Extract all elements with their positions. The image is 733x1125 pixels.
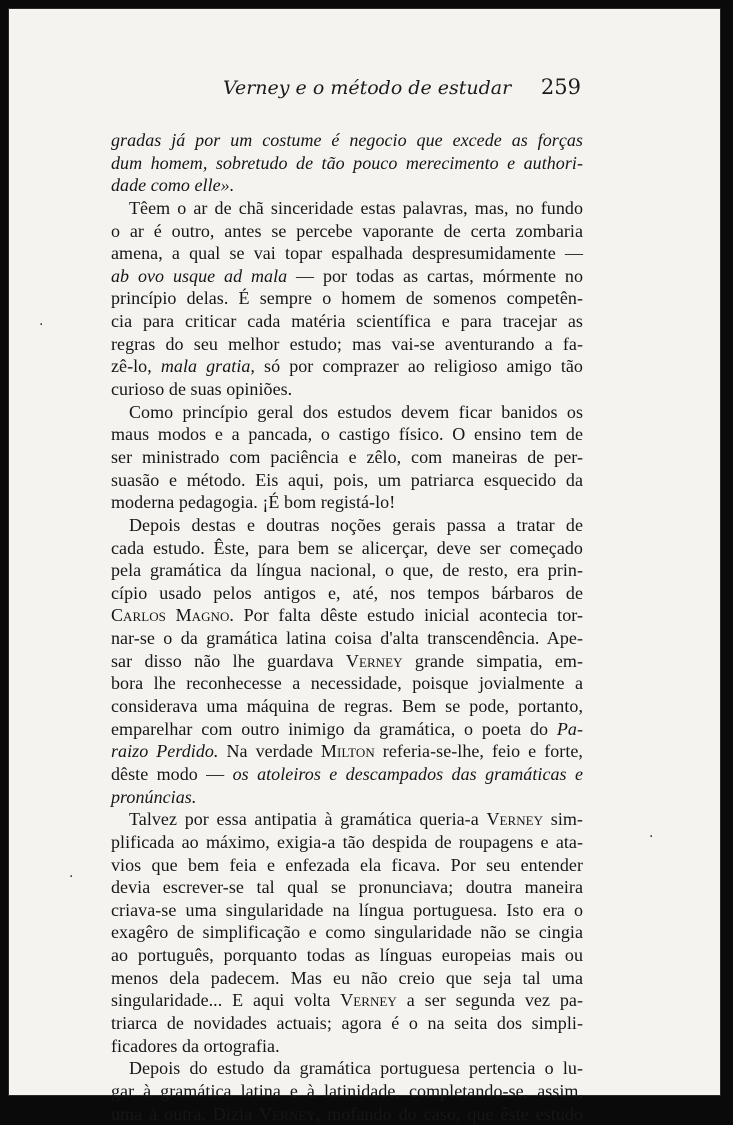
text-segment: suasão e método. Eis aqui, pois, um patriarca esquecido da xyxy=(111,469,583,490)
body-text xyxy=(111,129,583,1125)
text-line xyxy=(111,1103,583,1125)
text-segment: referia-se-lhe, feio e forte, xyxy=(374,741,583,762)
text-segment: nar-se o da gramática latina coisa d'alta transcendência. Ape- xyxy=(111,628,583,649)
italic-text: ab ovo usque ad mala xyxy=(111,265,288,286)
text-segment: maus modos e a pancada, o castigo físico. O ensino tem de xyxy=(111,424,583,445)
text-line xyxy=(111,401,583,424)
text-segment: , mofando do caso, que êste estudo xyxy=(315,1103,583,1124)
text-line xyxy=(111,174,583,197)
text-segment: princípio delas. É sempre o homem de somenos competên- xyxy=(111,288,583,309)
text-line xyxy=(111,718,583,741)
text-segment: criava-se uma singularidade na língua portuguesa. Isto era o xyxy=(111,899,583,920)
text-segment: regras do seu melhor estudo; mas vai-se aventurando a fa- xyxy=(111,333,583,354)
text-segment: ficadores da ortografia. xyxy=(111,1035,280,1056)
text-line xyxy=(111,854,583,877)
text-segment: . Por falta dêste estudo inicial acontecia tor- xyxy=(229,605,583,626)
text-segment: menos dela padecem. Mas eu não creio que seja tal uma xyxy=(111,967,583,988)
text-line xyxy=(111,1012,583,1035)
text-segment: emparelhar com outro inimigo da gramática, o poeta do xyxy=(111,718,557,739)
text-line xyxy=(111,355,583,378)
text-segment: Depois do estudo da gramática portuguesa pertencia o lu- xyxy=(129,1058,583,1079)
text-segment: bora lhe reconhecesse a necessidade, poisque jovialmente a xyxy=(111,673,583,694)
text-segment: a ser segunda vez pa- xyxy=(396,990,583,1011)
text-segment: pela gramática da língua nacional, o que, de resto, era prin- xyxy=(111,560,583,581)
small-caps-name: Verney xyxy=(259,1103,316,1124)
text-segment: ser ministrado com paciência e zêlo, com maneiras de per- xyxy=(111,446,583,467)
text-segment: Na verdade xyxy=(218,741,321,762)
text-line xyxy=(111,876,583,899)
text-segment: Depois destas e doutras noções gerais passa a tratar de xyxy=(129,514,583,535)
text-segment: dêste modo — xyxy=(111,763,233,784)
text-line xyxy=(111,537,583,560)
text-segment: gar à gramática latina e à latinidade, completando-se, assim, xyxy=(111,1080,583,1101)
text-line xyxy=(111,152,583,175)
text-line xyxy=(111,491,583,514)
italic-text: dum homem, sobretudo de tão pouco merecimento e authori- xyxy=(111,152,583,173)
text-line xyxy=(111,831,583,854)
text-segment: cípio usado pelos antigos e, até, nos tempos bárbaros de xyxy=(111,582,583,603)
italic-text: dade como elle». xyxy=(111,175,235,196)
text-line xyxy=(111,944,583,967)
small-caps-name: Verney xyxy=(345,650,403,671)
text-segment: moderna pedagogia. ¡É bom registá-lo! xyxy=(111,492,396,513)
text-line xyxy=(111,265,583,288)
text-line xyxy=(111,446,583,469)
margin-speck: · xyxy=(39,317,44,333)
text-segment: uma à outra. Dizia xyxy=(111,1103,260,1124)
text-line xyxy=(111,967,583,990)
text-segment: curioso de suas opiniões. xyxy=(111,379,293,400)
text-segment: sar disso não lhe guardava xyxy=(111,650,346,671)
text-line xyxy=(111,559,583,582)
text-line xyxy=(111,786,583,809)
text-segment: devia escrever-se tal qual se pronunciava; doutra maneira xyxy=(111,877,583,898)
running-title: Verney e o método de estudar xyxy=(223,77,512,99)
text-segment: só por comprazer ao religioso amigo tão xyxy=(254,356,583,377)
text-line xyxy=(111,1080,583,1103)
page-number: 259 xyxy=(540,75,581,99)
text-line xyxy=(111,695,583,718)
text-line xyxy=(111,333,583,356)
text-line xyxy=(111,650,583,673)
text-segment: zê-lo, xyxy=(111,356,161,377)
italic-text: pronúncias. xyxy=(111,786,197,807)
text-segment: amena, a qual se vai topar espalhada despresumidamente — xyxy=(111,243,583,264)
text-segment: o ar é outro, antes se percebe vaporante de certa zombaria xyxy=(111,220,583,241)
italic-text: Pa- xyxy=(556,718,583,739)
text-line xyxy=(111,740,583,763)
text-line xyxy=(111,287,583,310)
text-segment: ao português, porquanto todas as línguas europeias mais ou xyxy=(111,945,583,966)
text-segment: Talvez por essa antipatia à gramática queria-a xyxy=(129,809,487,830)
small-caps-name: Milton xyxy=(320,741,375,762)
text-line xyxy=(111,989,583,1012)
page-header xyxy=(111,77,581,107)
text-segment: Como princípio geral dos estudos devem ficar banidos os xyxy=(129,401,583,422)
italic-text: raizo Perdido. xyxy=(111,741,219,762)
text-segment: considerava uma máquina de regras. Bem se pode, portanto, xyxy=(111,696,583,717)
text-line xyxy=(111,808,583,831)
text-segment: cada estudo. Êste, para bem se alicerçar, deve ser começado xyxy=(111,537,583,558)
text-line xyxy=(111,514,583,537)
text-segment: exagêro de simplificação e como singularidade não se cingia xyxy=(111,922,583,943)
margin-speck: · xyxy=(69,869,74,885)
text-line xyxy=(111,378,583,401)
text-line xyxy=(111,582,583,605)
margin-speck: · xyxy=(649,829,654,845)
italic-text: gradas já por um costume é negocio que excede as forças xyxy=(111,130,583,150)
text-segment: cia para criticar cada matéria scientífica e para tracejar as xyxy=(111,311,583,332)
text-segment: triarca de novidades actuais; agora é o na seita dos simpli- xyxy=(111,1012,583,1033)
text-line xyxy=(111,763,583,786)
text-segment: Têem o ar de chã sinceridade estas palavras, mas, no fundo xyxy=(129,197,583,218)
text-line xyxy=(111,672,583,695)
italic-text: mala gratia, xyxy=(160,356,255,377)
small-caps-name: Carlos Magno xyxy=(111,605,230,626)
italic-text: os atoleiros e descampados das gramáticas e xyxy=(232,763,583,784)
text-line xyxy=(111,423,583,446)
text-line xyxy=(111,242,583,265)
text-segment: — por todas as cartas, mórmente no xyxy=(287,265,583,286)
text-segment: grande simpatia, em- xyxy=(402,650,584,671)
text-segment: sim- xyxy=(543,809,583,830)
book-page xyxy=(8,8,721,1124)
text-line xyxy=(111,604,583,627)
small-caps-name: Verney xyxy=(486,809,544,830)
text-line xyxy=(111,1035,583,1058)
text-line xyxy=(111,220,583,243)
text-line xyxy=(111,469,583,492)
text-segment: vios que bem feia e enfezada ela ficava. Por seu entender xyxy=(111,854,583,875)
text-line xyxy=(111,921,583,944)
text-line xyxy=(111,197,583,220)
text-segment: singularidade... E aqui volta xyxy=(111,990,341,1011)
text-line xyxy=(111,1057,583,1080)
text-line xyxy=(111,899,583,922)
small-caps-name: Verney xyxy=(340,990,397,1011)
text-line xyxy=(111,627,583,650)
text-segment: plificada ao máximo, exigia-a tão despida de roupagens e ata- xyxy=(111,831,583,852)
text-line xyxy=(111,310,583,333)
text-line xyxy=(111,129,583,152)
